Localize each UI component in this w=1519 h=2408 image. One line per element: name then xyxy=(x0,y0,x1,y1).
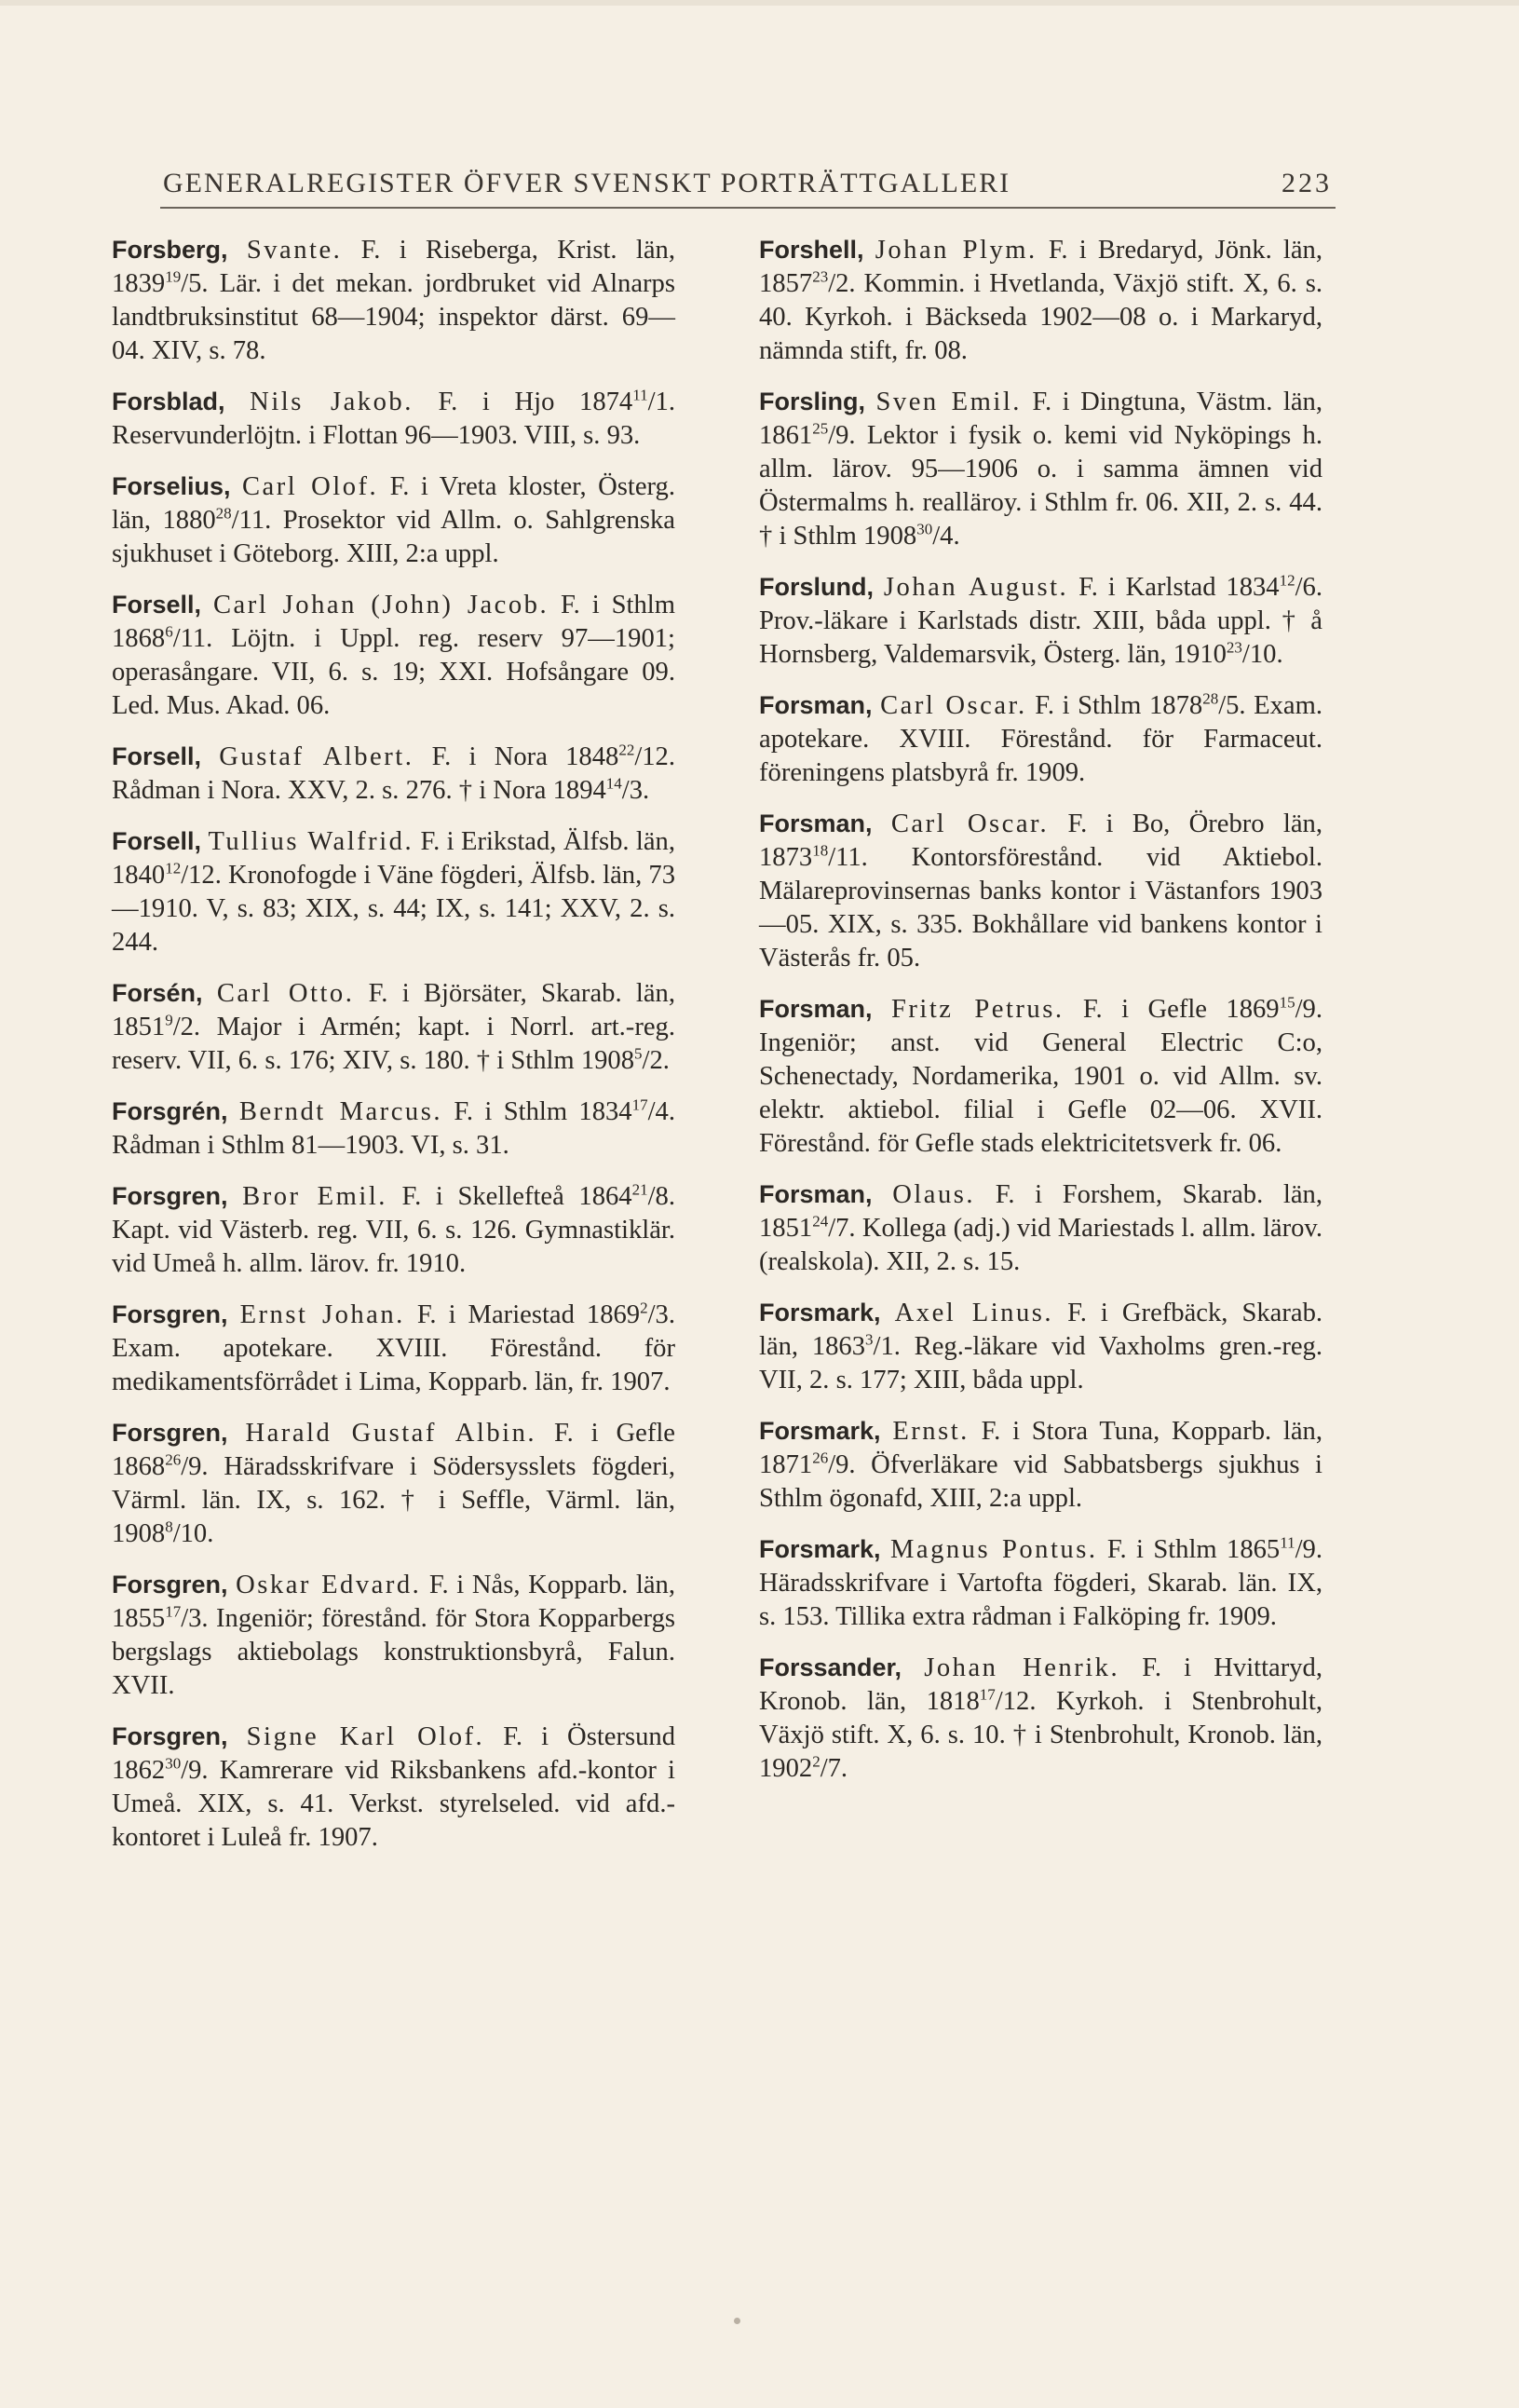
register-entry xyxy=(112,233,675,368)
date-superscript: 12 xyxy=(1279,571,1295,590)
entry-text: F. i Östersund 1862 xyxy=(112,1722,676,1785)
entry-text: /9. Lektor i fysik o. kemi vid Nyköpings h. allm. lärov. 95—1906 o. i samma ämnen vid Östermalms h. realläroy. i Sthlm fr. 06. XII, 2. s. 44. † i Sthlm 1908 xyxy=(759,421,1322,551)
register-entry xyxy=(759,1177,1322,1279)
entry-text: /10. xyxy=(1241,640,1283,669)
register-entry xyxy=(759,1414,1322,1516)
surname: Forsberg, xyxy=(112,236,228,264)
surname: Forsmark, xyxy=(759,1535,881,1563)
surname: Forsgren, xyxy=(112,1571,228,1599)
date-superscript: 25 xyxy=(812,419,829,438)
entry-text: /9. Häradsskrifvare i Södersysslets fögderi, Värml. län. IX, s. 162. † i Seffle, Värml. län, 1908 xyxy=(112,1452,675,1548)
surname: Forsman, xyxy=(759,809,873,837)
register-entry xyxy=(112,469,675,571)
entry-text: /5. Exam. apotekare. XVIII. Förestånd. för Farmaceut. föreningens platsbyrå fr. 1909. xyxy=(759,691,1322,787)
given-names: Olaus. xyxy=(892,1180,976,1209)
register-entry xyxy=(112,1179,675,1281)
given-names: Svante. xyxy=(246,236,343,265)
surname: Forsgren, xyxy=(112,1300,228,1328)
date-superscript: 30 xyxy=(916,520,933,538)
entry-text: /4. Rådman i Sthlm 81—1903. VI, s. 31. xyxy=(112,1097,675,1160)
entry-text: /9. Kamrerare vid Riksbankens afd.-kontor i Umeå. XIX, s. 41. Verkst. styrelseled. vid afd.-kontoret i Luleå fr. 1907. xyxy=(112,1756,675,1852)
entry-text: /9. Häradsskrifvare i Vartofta fögderi, Skarab. län. IX, s. 153. Tillika extra rådman i Falköping fr. 1909. xyxy=(759,1535,1322,1631)
entry-text: F. i Forshem, Skarab. län, 1851 xyxy=(759,1180,1322,1243)
given-names: Carl Oscar. xyxy=(890,809,1050,838)
register-entry xyxy=(112,1416,675,1551)
date-superscript: 11 xyxy=(1280,1533,1295,1552)
register-entry xyxy=(759,1296,1322,1397)
register-entry xyxy=(112,824,675,959)
surname: Forsell, xyxy=(112,742,202,770)
given-names: Fritz Petrus. xyxy=(890,995,1065,1024)
date-superscript: 3 xyxy=(865,1330,874,1349)
entry-text: /12. Rådman i Nora. XXV, 2. s. 276. † i Nora 1894 xyxy=(112,742,675,805)
entry-text: F. i Hvittaryd, Kronob. län, 1818 xyxy=(759,1653,1322,1716)
date-superscript: 23 xyxy=(1226,638,1242,657)
entry-text: F. i Sthlm 1865 xyxy=(1097,1535,1281,1564)
date-superscript: 21 xyxy=(631,1180,648,1199)
entry-text: F. i Dingtuna, Västm. län, 1861 xyxy=(759,388,1322,450)
entry-text: /9. Öfverläkare vid Sabbatsbergs sjukhus i Sthlm ögonafd, XIII, 2:a uppl. xyxy=(759,1450,1322,1513)
surname: Forsman, xyxy=(759,691,873,719)
entry-text: F. i Mariestad 1869 xyxy=(404,1300,641,1329)
entry-text: /12. Kronofogde i Väne fögderi, Älfsb. län, 73—1910. V, s. 83; XIX, s. 44; IX, s. 141; XXV, 2. s. 244. xyxy=(112,861,675,957)
entry-text: F. i Hjo 1874 xyxy=(413,388,633,416)
surname: Forsgren, xyxy=(112,1419,228,1447)
entry-text: F. i Grefbäck, Skarab. län, 1863 xyxy=(759,1299,1323,1361)
entry-text: F. i Erikstad, Älfsb. län, 1840 xyxy=(112,827,676,890)
entry-text: /12. Kyrkoh. i Stenbrohult, Växjö stift. X, 6. s. 10. † i Stenbrohult, Kronob. län, 1902 xyxy=(759,1687,1322,1783)
entry-text: /8. Kapt. vid Västerb. reg. VII, 6. s. 126. Gymnastiklär. vid Umeå h. allm. lärov. fr. 1910. xyxy=(112,1182,675,1278)
date-superscript: 14 xyxy=(605,774,622,793)
entry-text: F. i Gefle 1868 xyxy=(112,1419,675,1481)
date-superscript: 22 xyxy=(618,741,635,759)
date-superscript: 17 xyxy=(979,1685,996,1704)
entry-text: /11. Löjtn. i Uppl. reg. reserv 97—1901; operasångare. VII, 6. s. 19; XXI. Hofsångare 09. Led. Mus. Akad. 06. xyxy=(112,624,675,720)
entry-text: /9. Ingeniör; anst. vid General Electric C:o, Schenectady, Nordamerika, 1901 o. vid Allm. sv. elektr. aktiebol. filial i Gefle 02—06. XVII. Förestånd. för Gefle stads elektricitetsverk fr. 06. xyxy=(759,995,1322,1158)
entry-text: /4. xyxy=(932,522,960,551)
entry-text: /2. xyxy=(642,1046,670,1075)
date-superscript: 26 xyxy=(812,1449,829,1467)
surname: Forslund, xyxy=(759,573,874,601)
entry-text: F. i Gefle 1869 xyxy=(1064,995,1280,1024)
surname: Forsmark, xyxy=(759,1299,881,1326)
page-number: 223 xyxy=(1282,168,1332,198)
register-entry xyxy=(112,385,675,453)
date-superscript: 2 xyxy=(812,1752,821,1771)
surname: Forsmark, xyxy=(759,1417,881,1445)
register-entry xyxy=(112,740,675,808)
entry-text: F. i Skellefteå 1864 xyxy=(387,1182,632,1211)
entry-text: /3. Ingeniör; förestånd. för Stora Kopparbergs bergslags aktiebolags konstruktionsbyrå, Falun. XVII. xyxy=(112,1604,675,1700)
entry-text: /2. Major i Armén; kapt. i Norrl. art.-reg. reserv. VII, 6. s. 176; XIV, s. 180. † i Sthlm 1908 xyxy=(112,1013,675,1075)
given-names: Tullius Walfrid. xyxy=(208,827,414,856)
register-entry xyxy=(759,570,1322,672)
entry-text: /3. xyxy=(621,776,650,805)
top-edge xyxy=(0,0,1519,6)
register-entry xyxy=(759,233,1322,368)
date-superscript: 24 xyxy=(812,1212,829,1231)
entry-text: /11. Kontorsförestånd. vid Aktiebol. Mälareprovinsernas banks kontor i Västanfors 1903—05. XIX, s. 335. Bokhållare vid bankens kontor i Västerås fr. 05. xyxy=(759,843,1322,973)
entry-text: F. i Sthlm 1834 xyxy=(441,1097,632,1126)
entry-text: F. i Sthlm 1868 xyxy=(112,591,675,653)
date-superscript: 17 xyxy=(631,1095,648,1114)
entry-text: F. i Sthlm 1878 xyxy=(1026,691,1203,720)
entry-text: /7. Kollega (adj.) vid Mariestads l. allm. lärov. (realskola). XII, 2. s. 15. xyxy=(759,1214,1322,1276)
date-superscript: 6 xyxy=(165,622,173,641)
entry-text: F. i Riseberga, Krist. län, 1839 xyxy=(112,236,675,298)
entry-text: /6. Prov.-läkare i Karlstads distr. XIII, båda uppl. † å Hornsberg, Valdemarsvik, Österg. län, 1910 xyxy=(759,573,1322,669)
surname: Forselius, xyxy=(112,472,231,500)
surname: Forsman, xyxy=(759,995,873,1023)
entry-text: /5. Lär. i det mekan. jordbruket vid Alnarps landtbruksinstitut 68—1904; inspektor därst. 69—04. XIV, s. 78. xyxy=(112,269,675,365)
given-names: Oskar Edvard. xyxy=(236,1571,422,1599)
date-superscript: 28 xyxy=(1202,689,1219,708)
surname: Forssander, xyxy=(759,1653,902,1681)
header-rule xyxy=(160,207,1336,209)
entry-text: F. i Bredaryd, Jönk. län, 1857 xyxy=(759,236,1322,298)
given-names: Signe Karl Olof. xyxy=(246,1722,485,1751)
given-names: Carl Oscar. xyxy=(880,691,1027,720)
entry-text: /1. Reservunderlöjtn. i Flottan 96—1903. VIII, s. 93. xyxy=(112,388,675,450)
date-superscript: 11 xyxy=(632,386,648,404)
entry-text: F. i Stora Tuna, Kopparb. län, 1871 xyxy=(759,1417,1322,1479)
surname: Forsman, xyxy=(759,1180,873,1208)
entry-text: /10. xyxy=(172,1519,214,1548)
date-superscript: 19 xyxy=(165,267,182,286)
given-names: Ernst Johan. xyxy=(239,1300,405,1329)
date-superscript: 17 xyxy=(165,1602,182,1621)
given-names: Johan Henrik. xyxy=(924,1653,1120,1682)
register-entry xyxy=(759,385,1322,553)
entry-text: F. i Bo, Örebro län, 1873 xyxy=(759,809,1322,872)
given-names: Ernst. xyxy=(892,1417,970,1446)
given-names: Magnus Pontus. xyxy=(889,1535,1098,1564)
surname: Forsling, xyxy=(759,388,865,415)
register-entry xyxy=(112,1720,675,1855)
given-names: Carl Otto. xyxy=(216,979,355,1008)
register-entry xyxy=(112,1568,675,1703)
register-entry xyxy=(759,688,1322,790)
given-names: Harald Gustaf Albin. xyxy=(245,1419,537,1448)
date-superscript: 12 xyxy=(165,859,182,877)
given-names: Gustaf Albert. xyxy=(219,742,414,771)
entry-text: /1. Reg.-läkare vid Vaxholms gren.-reg. VII, 2. s. 177; XIII, båda uppl. xyxy=(759,1332,1322,1394)
register-entry xyxy=(759,807,1322,975)
date-superscript: 18 xyxy=(812,841,829,860)
running-title: GENERALREGISTER ÖFVER SVENSKT PORTRÄTTGALLERI xyxy=(163,168,1011,198)
surname: Forsblad, xyxy=(112,388,225,415)
register-entry xyxy=(112,588,675,723)
given-names: Johan August. xyxy=(883,573,1069,602)
date-superscript: 2 xyxy=(640,1299,648,1317)
register-entry xyxy=(112,1298,675,1399)
date-superscript: 15 xyxy=(1279,993,1295,1012)
footer-mark xyxy=(734,2318,740,2324)
given-names: Carl Olof. xyxy=(241,472,379,501)
entry-text: /2. Kommin. i Hvetlanda, Växjö stift. X, 6. s. 40. Kyrkoh. i Bäckseda 1902—08 o. i Markaryd, nämnda stift, fr. 08. xyxy=(759,269,1322,365)
register-entry xyxy=(759,1651,1322,1786)
date-superscript: 8 xyxy=(165,1517,173,1536)
date-superscript: 30 xyxy=(165,1754,182,1773)
entry-text: F. i Nora 1848 xyxy=(414,742,619,771)
given-names: Johan Plym. xyxy=(875,236,1038,265)
register-entry xyxy=(759,992,1322,1161)
date-superscript: 23 xyxy=(812,267,829,286)
date-superscript: 5 xyxy=(634,1044,643,1063)
given-names: Nils Jakob. xyxy=(250,388,414,416)
surname: Forsgren, xyxy=(112,1722,228,1750)
surname: Forsell, xyxy=(112,591,202,619)
given-names: Bror Emil. xyxy=(242,1182,387,1211)
entry-text: /11. Prosektor vid Allm. o. Sahlgrenska sjukhuset i Göteborg. XIII, 2:a uppl. xyxy=(112,506,675,568)
entry-text: /3. Exam. apotekare. XVIII. Förestånd. för medikamentsförrådet i Lima, Kopparb. län, fr. 1907. xyxy=(112,1300,675,1396)
given-names: Axel Linus. xyxy=(894,1299,1054,1327)
date-superscript: 26 xyxy=(165,1450,182,1469)
given-names: Sven Emil. xyxy=(875,388,1022,416)
given-names: Berndt Marcus. xyxy=(238,1097,442,1126)
surname: Forsén, xyxy=(112,979,203,1007)
surname: Forsgren, xyxy=(112,1182,228,1210)
register-entry xyxy=(112,976,675,1078)
entry-text: /7. xyxy=(820,1754,848,1783)
surname: Forshell, xyxy=(759,236,864,264)
entry-text: F. i Karlstad 1834 xyxy=(1068,573,1280,602)
entry-text: F. i Vreta kloster, Österg. län, 1880 xyxy=(112,472,675,535)
surname: Forsell, xyxy=(112,827,202,855)
right-column xyxy=(759,233,1322,1803)
entry-text: F. i Nås, Kopparb. län, 1855 xyxy=(112,1571,676,1633)
register-entry xyxy=(759,1532,1322,1634)
register-entry xyxy=(112,1095,675,1163)
left-column xyxy=(112,233,675,1871)
date-superscript: 9 xyxy=(165,1011,173,1029)
entry-text: F. i Björsäter, Skarab. län, 1851 xyxy=(112,979,675,1041)
page-header xyxy=(163,168,1332,199)
given-names: Carl Johan (John) Jacob. xyxy=(212,591,549,619)
surname: Forsgrén, xyxy=(112,1097,228,1125)
date-superscript: 28 xyxy=(215,504,232,523)
